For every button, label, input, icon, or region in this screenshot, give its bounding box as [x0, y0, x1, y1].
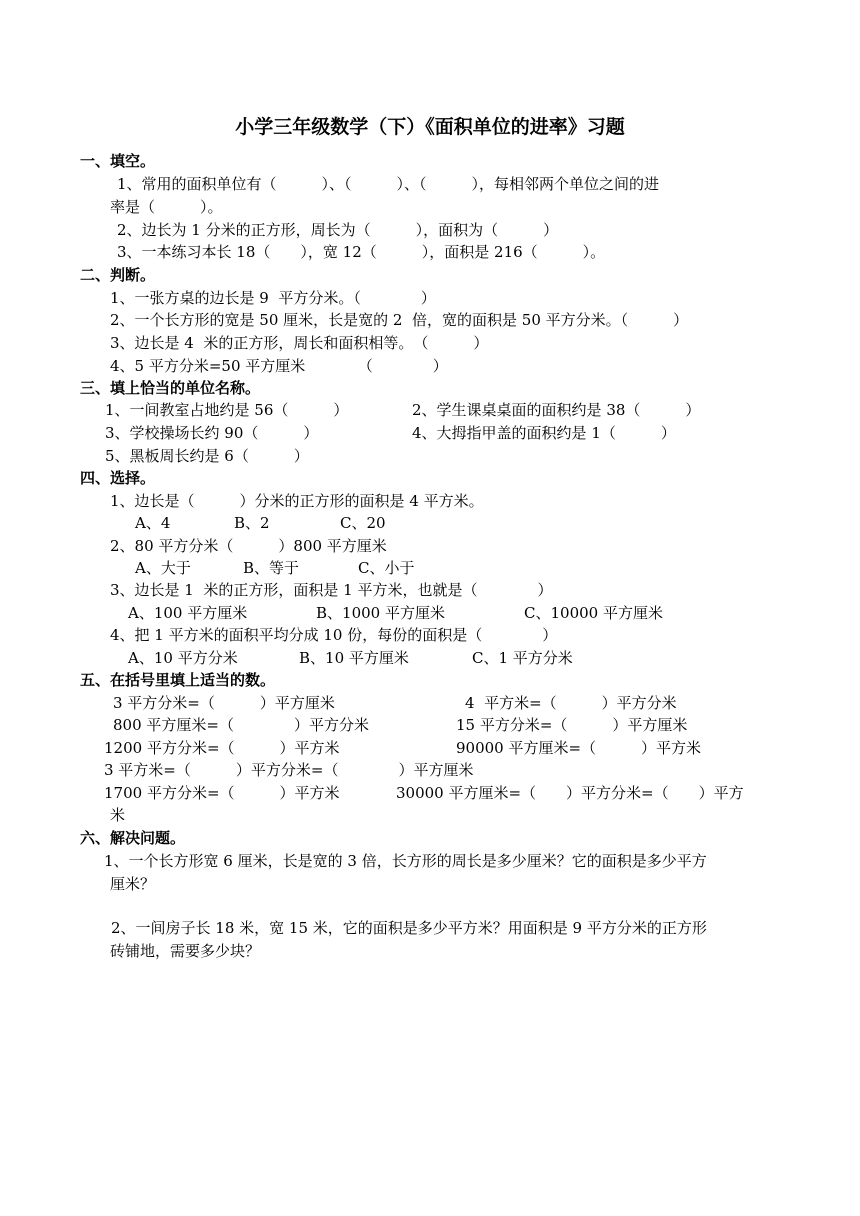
section-fill-number-heading: 五、在括号里填上适当的数。	[80, 671, 276, 689]
unit-name-q2: 2、学生课桌桌面的面积约是 38（ ）	[412, 401, 701, 419]
unit-name-q4: 4、大拇指甲盖的面积约是 1（ ）	[412, 424, 676, 442]
fill-number-r2-left: 800 平方厘米=（ ）平方分米	[113, 716, 369, 734]
fill-number-r1-left: 3 平方分米=（ ）平方厘米	[113, 694, 335, 712]
choice-q1-option-c: C、20	[340, 514, 386, 532]
fill-blank-q1-line2: 率是（ ）。	[110, 198, 223, 216]
section-problem-heading: 六、解决问题。	[80, 829, 186, 847]
choice-q3-option-c: C、10000 平方厘米	[524, 604, 663, 622]
section-choice-heading: 四、选择。	[80, 469, 156, 487]
choice-q4-option-b: B、10 平方厘米	[299, 649, 409, 667]
problem-q2-line1: 2、一间房子长 18 米，宽 15 米，它的面积是多少平方米？用面积是 9 平方分米的正方形	[111, 919, 707, 937]
fill-number-r5-left: 1700 平方分米=（ ）平方米	[104, 784, 340, 802]
judge-q1: 1、一张方桌的边长是 9 平方分米。（ ）	[110, 289, 436, 307]
judge-q3: 3、边长是 4 米的正方形，周长和面积相等。 （ ）	[110, 334, 489, 352]
worksheet-title: 小学三年级数学（下）《面积单位的进率》习题	[235, 116, 625, 138]
choice-q4-option-a: A、10 平方分米	[128, 649, 238, 667]
fill-number-r1-right: 4 平方米=（ ）平方分米	[465, 694, 677, 712]
fill-number-r2-right: 15 平方分米=（ ）平方厘米	[456, 716, 688, 734]
fill-number-r5-right: 30000 平方厘米=（ ）平方分米=（ ）平方	[396, 784, 744, 802]
section-fill-blank-heading: 一、填空。	[80, 152, 156, 170]
section-judge-heading: 二、判断。	[80, 266, 156, 284]
choice-q3-option-b: B、1000 平方厘米	[316, 604, 445, 622]
fill-blank-q1-line1: 1、常用的面积单位有（ ）、（ ）、（ ），每相邻两个单位之间的进	[117, 175, 660, 193]
choice-q2-option-a: A、大于	[135, 559, 191, 577]
fill-number-r3-right: 90000 平方厘米=（ ）平方米	[456, 739, 702, 757]
judge-q4: 4、5 平方分米=50 平方厘米 （ ）	[110, 357, 448, 375]
fill-number-r3-left: 1200 平方分米=（ ）平方米	[104, 739, 340, 757]
fill-number-r4: 3 平方米=（ ）平方分米=（ ）平方厘米	[104, 761, 474, 779]
choice-q2-option-c: C、小于	[358, 559, 415, 577]
choice-q3: 3、边长是 1 米的正方形，面积是 1 平方米，也就是（ ）	[110, 581, 553, 599]
choice-q1-option-a: A、4	[135, 514, 171, 532]
choice-q2-option-b: B、等于	[243, 559, 300, 577]
choice-q1-option-b: B、2	[234, 514, 270, 532]
choice-q2: 2、80 平方分米（ ）800 平方厘米	[110, 537, 387, 555]
fill-blank-q3: 3、一本练习本长 18（ ），宽 12（ ），面积是 216（ ）。	[117, 243, 606, 261]
choice-q4: 4、把 1 平方米的面积平均分成 10 份，每份的面积是（ ）	[110, 626, 558, 644]
unit-name-q1: 1、一间教室占地约是 56（ ）	[105, 401, 349, 419]
fill-blank-q2: 2、边长为 1 分米的正方形，周长为（ ），面积为（ ）	[117, 221, 559, 239]
choice-q1: 1、边长是（ ）分米的正方形的面积是 4 平方米。	[110, 492, 484, 510]
unit-name-q3: 3、学校操场长约 90（ ）	[105, 424, 319, 442]
problem-q1-line1: 1、一个长方形宽 6 厘米，长是宽的 3 倍，长方形的周长是多少厘米？它的面积是多少平方	[104, 852, 707, 870]
problem-q2-line2: 砖铺地，需要多少块？	[110, 942, 261, 960]
unit-name-q5: 5、黑板周长约是 6（ ）	[105, 447, 309, 465]
choice-q3-option-a: A、100 平方厘米	[128, 604, 248, 622]
section-unit-name-heading: 三、填上恰当的单位名称。	[80, 379, 261, 397]
judge-q2: 2、一个长方形的宽是 50 厘米，长是宽的 2 倍，宽的面积是 50 平方分米。（ ）	[110, 311, 689, 329]
problem-q1-line2: 厘米？	[110, 875, 156, 893]
fill-number-r5-wrap: 米	[110, 806, 126, 824]
choice-q4-option-c: C、1 平方分米	[472, 649, 573, 667]
